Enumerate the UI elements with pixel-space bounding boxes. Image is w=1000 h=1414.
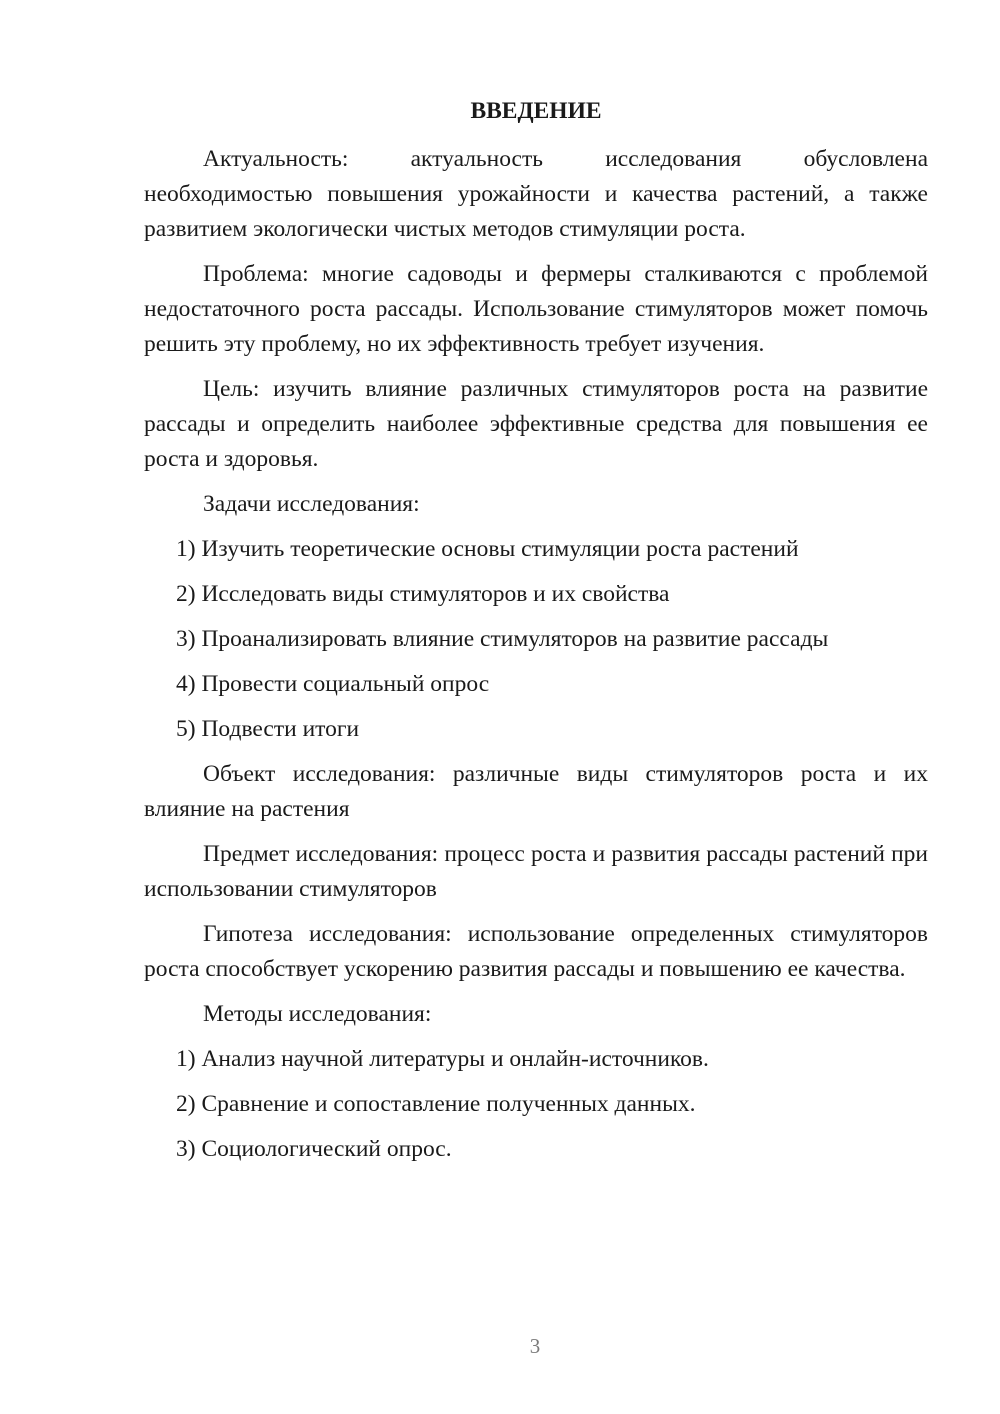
list-item: 5) Подвести итоги [176, 716, 360, 742]
object-paragraph: Объект исследования: различные виды стимуляторов роста и их влияние на растения [144, 761, 928, 822]
problem-paragraph: Проблема: многие садоводы и фермеры сталкиваются с проблемой недостаточного роста рассады. Использование стимуляторов может помочь решить эту проблему, но их эффективность требует изучения. [144, 261, 928, 357]
page-title: ВВЕДЕНИЕ [470, 98, 602, 124]
methods-heading: Методы исследования: [203, 1001, 432, 1027]
list-item: 2) Сравнение и сопоставление полученных данных. [176, 1091, 696, 1117]
list-item: 3) Проанализировать влияние стимуляторов на развитие рассады [176, 626, 829, 652]
list-item: 3) Социологический опрос. [176, 1136, 452, 1162]
list-item: 1) Анализ научной литературы и онлайн-источников. [176, 1046, 709, 1072]
methods-list [144, 1042, 928, 1167]
list-item: 2) Исследовать виды стимуляторов и их свойства [176, 581, 670, 607]
page-number: 3 [529, 1334, 541, 1358]
goal-paragraph: Цель: изучить влияние различных стимуляторов роста на развитие рассады и определить наиболее эффективные средства для повышения ее роста и здоровья. [144, 376, 928, 472]
document-body [144, 96, 928, 1177]
hypothesis-paragraph: Гипотеза исследования: использование определенных стимуляторов роста способствует ускорению развития рассады и повышению ее качества. [144, 921, 928, 982]
subject-paragraph: Предмет исследования: процесс роста и развития рассады растений при использовании стимуляторов [144, 841, 928, 902]
tasks-list [144, 532, 928, 747]
tasks-heading: Задачи исследования: [203, 491, 420, 517]
list-item: 4) Провести социальный опрос [176, 671, 490, 697]
relevance-paragraph: Актуальность: актуальность исследования обусловлена необходимостью повышения урожайности и качества растений, а также развитием экологически чистых методов стимуляции роста. [144, 146, 928, 242]
list-item: 1) Изучить теоретические основы стимуляции роста растений [176, 536, 799, 562]
